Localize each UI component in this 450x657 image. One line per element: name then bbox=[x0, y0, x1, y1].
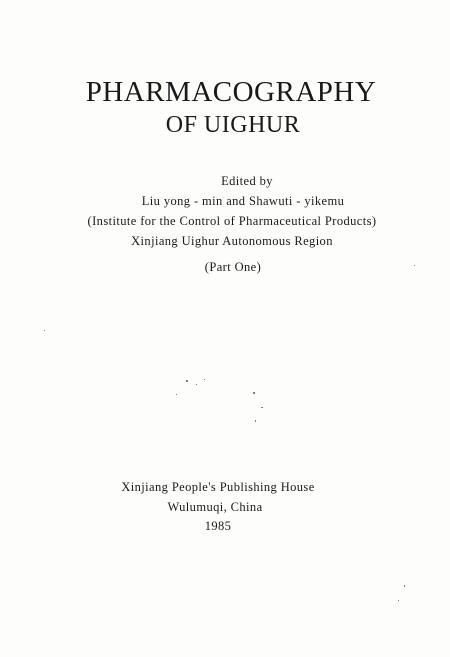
scan-speck bbox=[398, 600, 399, 601]
scan-speck bbox=[204, 379, 205, 380]
publisher: Xinjiang People's Publishing House bbox=[121, 480, 315, 494]
book-title-line-1: PHARMACOGRAPHY bbox=[85, 76, 377, 108]
scan-speck bbox=[186, 380, 188, 382]
scan-speck bbox=[261, 407, 263, 408]
scan-speck bbox=[414, 265, 415, 266]
volume-part: (Part One) bbox=[204, 260, 262, 274]
scan-speck bbox=[255, 420, 256, 422]
scan-speck bbox=[253, 392, 255, 394]
authors: Liu yong - min and Shawuti - yikemu bbox=[141, 194, 345, 208]
scan-speck bbox=[196, 384, 197, 385]
scan-speck bbox=[404, 585, 405, 587]
edited-by-label: Edited by bbox=[221, 174, 273, 188]
book-title-line-2: OF UIGHUR bbox=[165, 112, 301, 138]
publication-year: 1985 bbox=[204, 519, 232, 533]
scan-speck bbox=[176, 394, 177, 395]
region: Xinjiang Uighur Autonomous Region bbox=[131, 234, 333, 248]
scan-speck bbox=[44, 330, 45, 331]
publication-place: Wulumuqi, China bbox=[167, 500, 263, 514]
institute: (Institute for the Control of Pharmaceutical Products) bbox=[87, 214, 377, 228]
